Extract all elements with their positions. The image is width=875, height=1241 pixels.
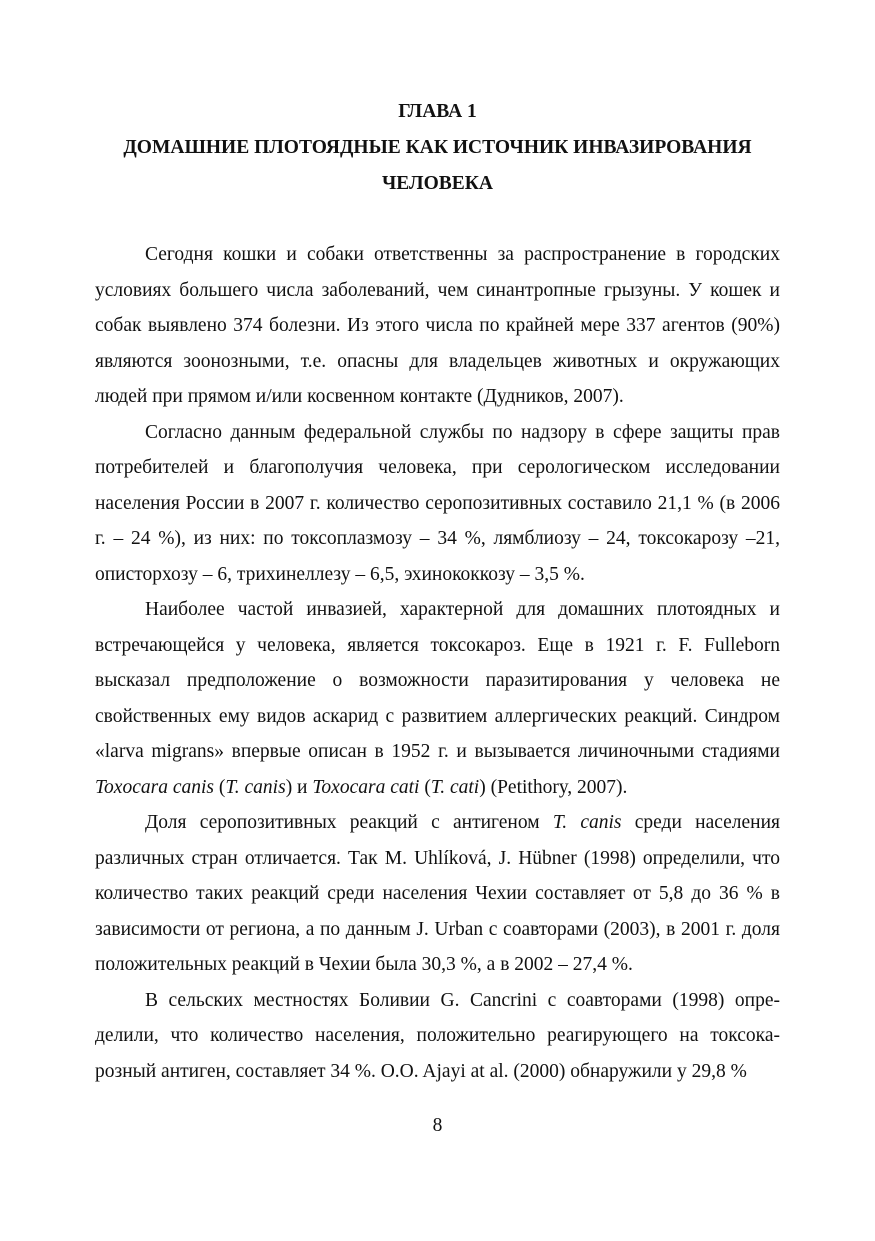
page-number: 8 (432, 1115, 443, 1136)
paragraph-5: В сельских местностях Боливии G. Cancrini с соавторами (1998) определили, что количество населения, положительно реагирующего на токсокарозный антиген, составляет 34 %. O.O. Ajayi at al. (2000) обнаружили у 29,8 % (95, 989, 780, 1082)
chapter-heading (95, 94, 780, 202)
paragraph-3-text-b: ( (214, 776, 226, 798)
paragraph-4-text-b: среди населения различных стран отличается. Так M. Uhlíková, J. Hübner (1998) определили, что количество таких реакций среди населения Чехии составляет от 5,8 до 36 % в зависимости от региона, а по данным J. Urban с соавторами (2003), в 2001 г. доля положительных реакций в Чехии была 30,3 %, а в 2002 – 27,4 %. (95, 812, 780, 975)
paragraph-4 (95, 805, 780, 983)
paragraph-3 (95, 592, 780, 805)
species-toxocara-cati: Toxocara cati (312, 776, 420, 798)
body-text (95, 237, 780, 1089)
paragraph-3-text-c: ) и (285, 776, 313, 798)
paragraph-1: Сегодня кошки и собаки ответственны за распространение в городских условиях большего числа заболеваний, чем синантропные грызуны. У кошек и собак выявлено 374 болезни. Из этого числа по крайней мере 337 агентов (90%) являются зоонозными, т.е. опасны для владельцев животных и окружающих людей при прямом и/или косвенном контакте (Дудников, 2007). (95, 244, 780, 407)
paragraph-3-text-e: ) (Petithory, 2007). (479, 776, 628, 798)
species-t-canis-abbrev: T. canis (225, 776, 286, 798)
paragraph-4-text-a: Доля серопозитивных реакций с антигеном (145, 812, 553, 833)
chapter-title-line-1: ДОМАШНИЕ ПЛОТОЯДНЫЕ КАК ИСТОЧНИК ИНВАЗИРОВАНИЯ (123, 137, 752, 158)
paragraph-2: Согласно данным федеральной службы по надзору в сфере защиты прав потребителей и благополучия человека, при серологическом исследовании населения России в 2007 г. количество серопозитивных составило 21,1 % (в 2006 г. – 24 %), из них: по токсоплазмозу – 34 %, лямблиозу – 24, токсокарозу –21, описторхозу – 6, трихинеллезу – 6,5, эхинококкозу – 3,5 %. (95, 421, 780, 585)
species-t-canis-abbrev: T. canis (552, 812, 622, 833)
species-toxocara-canis: Toxocara canis (95, 776, 214, 798)
species-t-cati-abbrev: T. cati (430, 776, 480, 798)
chapter-label: ГЛАВА 1 (398, 101, 477, 122)
paragraph-3-text-d: ( (419, 776, 431, 798)
chapter-title-line-2: ЧЕЛОВЕКА (382, 173, 493, 194)
paragraph-3-text-a: Наиболее частой инвазией, характерной для домашних плотоядных и встречающейся у человека, является токсокароз. Еще в 1921 г. F. Fulleborn высказал предположение о возможности паразитирования у человека не свойственных ему видов аскарид с развитием аллергических реакций. Синдром «larva migrans» впервые описан в 1952 г. и вызывается личиночными стадиями (95, 599, 780, 762)
